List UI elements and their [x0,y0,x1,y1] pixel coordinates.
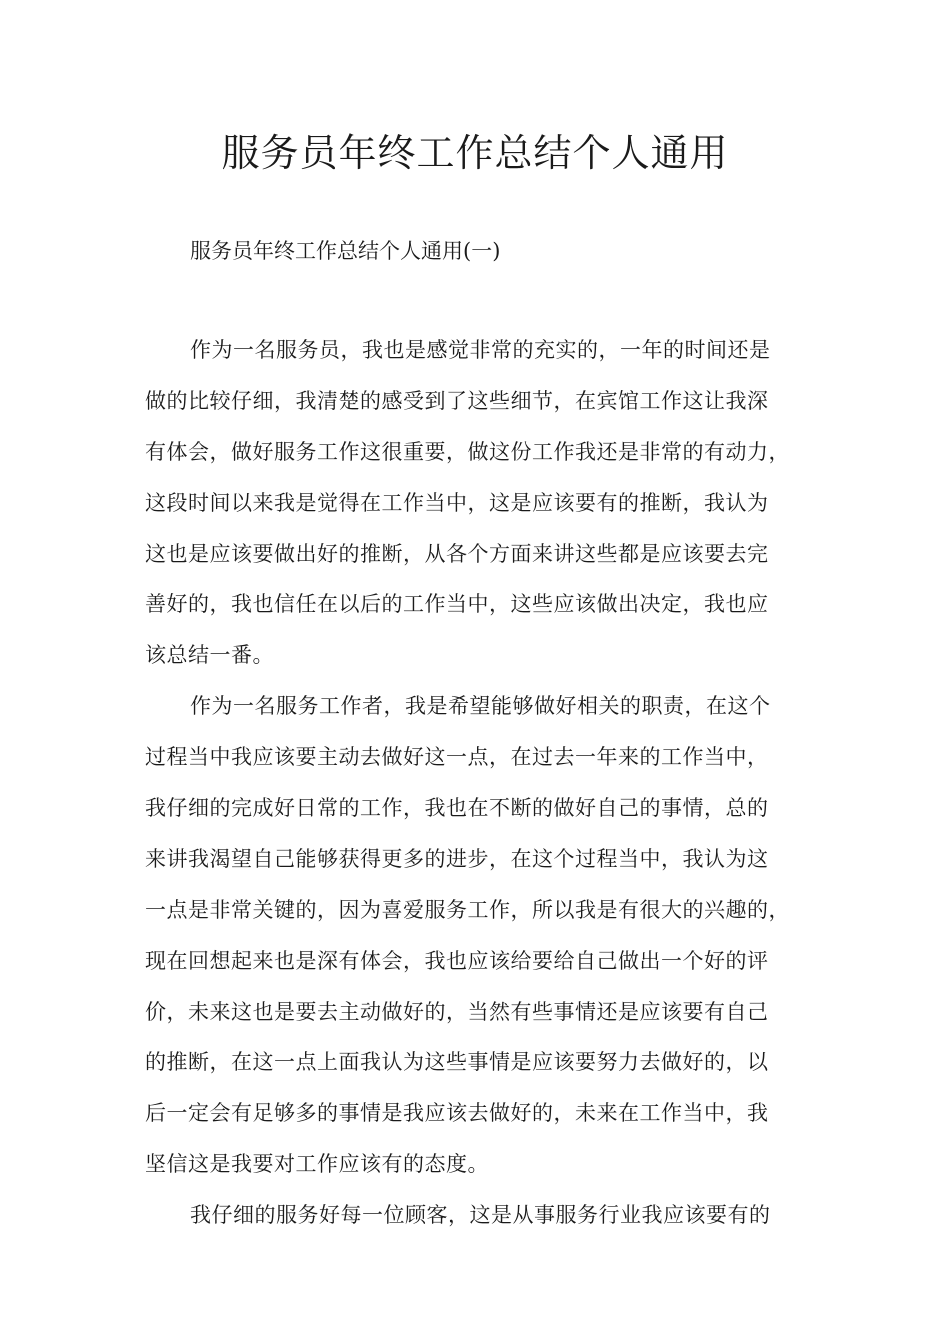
text-line: 的推断，在这一点上面我认为这些事情是应该要努力去做好的，以 [145,1050,769,1075]
text-line: 我仔细的服务好每一位顾客，这是从事服务行业我应该要有的 [190,1203,771,1228]
text-line: 作为一名服务员，我也是感觉非常的充实的，一年的时间还是 [190,338,771,362]
text-line: 现在回想起来也是深有体会，我也应该给要给自己做出一个好的评 [145,948,769,973]
text-line: 这也是应该要做出好的推断，从各个方面来讲这些都是应该要去完 [145,541,769,566]
text-line: 做的比较仔细，我清楚的感受到了这些细节，在宾馆工作这让我深 [145,388,769,413]
text-line: 善好的，我也信任在以后的工作当中，这些应该做出决定，我也应 [145,592,769,617]
body-text [145,332,825,1248]
text-line: 该总结一番。 [145,643,274,668]
text-line: 坚信这是我要对工作应该有的态度。 [145,1152,489,1177]
text-line: 后一定会有足够多的事情是我应该去做好的，未来在工作当中，我 [145,1101,769,1126]
text-line: 我仔细的完成好日常的工作，我也在不断的做好自己的事情，总的 [145,796,769,821]
text-line: 有体会，做好服务工作这很重要，做这份工作我还是非常的有动力， [145,439,790,464]
text-line: 作为一名服务工作者，我是希望能够做好相关的职责，在这个 [190,694,771,719]
text-line: 价，未来这也是要去主动做好的，当然有些事情还是应该要有自己 [145,999,769,1024]
text-line: 一点是非常关键的，因为喜爱服务工作，所以我是有很大的兴趣的， [145,897,790,922]
text-line: 这段时间以来我是觉得在工作当中，这是应该要有的推断，我认为 [145,490,769,515]
text-line: 来讲我渴望自己能够获得更多的进步，在这个过程当中，我认为这 [145,846,769,871]
text-line: 过程当中我应该要主动去做好这一点，在过去一年来的工作当中， [145,745,769,770]
section-subtitle: 服务员年终工作总结个人通用(一) [190,239,501,263]
page-title: 服务员年终工作总结个人通用 [221,131,729,175]
